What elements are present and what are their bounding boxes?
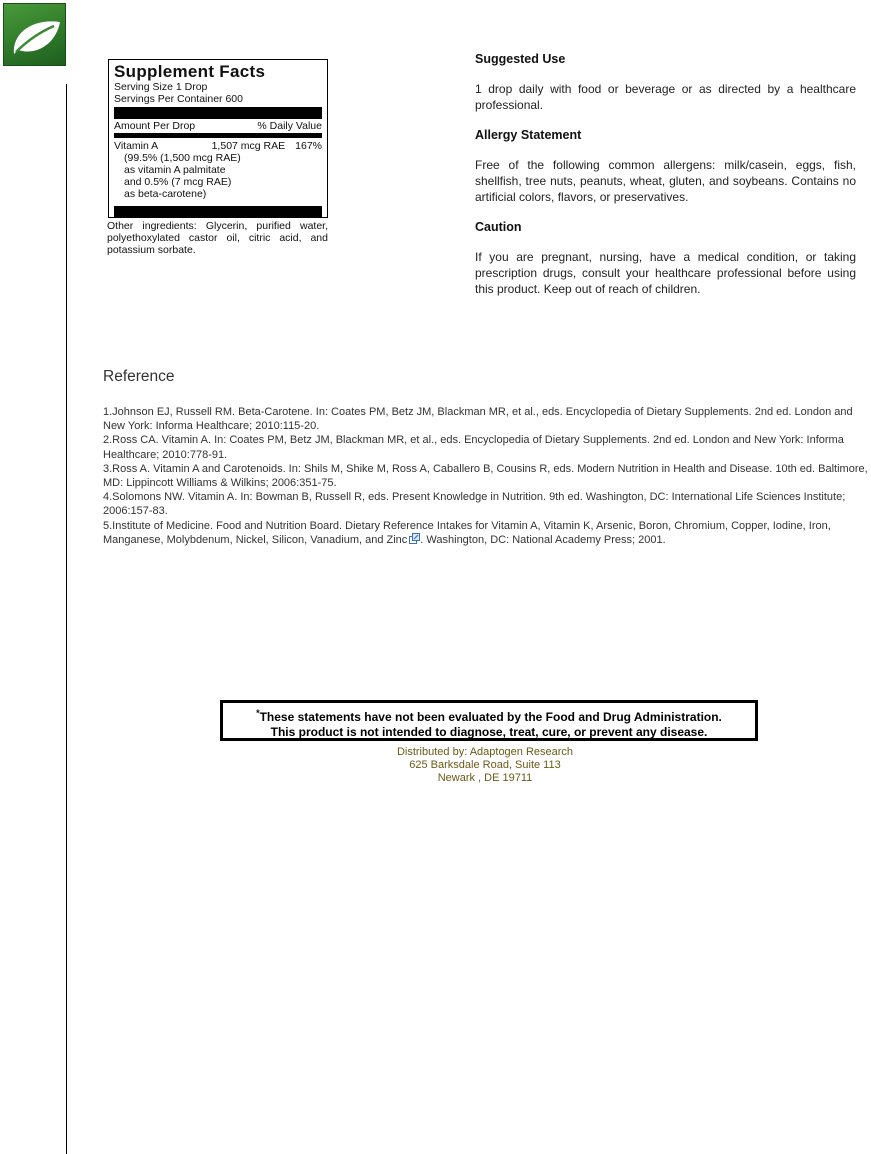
allergy-text: Free of the following common allergens: milk/casein, eggs, fish, shellfish, tree nuts, peanuts, wheat, gluten, and soybeans. Contains no artificial colors, flavors, or preservatives. xyxy=(475,158,856,204)
disclaimer-line-2: This product is not intended to diagnose, treat, cure, or prevent any disease. xyxy=(270,725,708,739)
caution-text: If you are pregnant, nursing, have a medical condition, or taking prescription drugs, consult your healthcare professional before using this product. Keep out of reach of children. xyxy=(475,250,856,296)
nutrient-dv: 167% xyxy=(295,140,322,152)
divider-bar xyxy=(114,206,322,218)
reference-item: 1.Johnson EJ, Russell RM. Beta-Carotene. In: Coates PM, Betz JM, Blackman MR, et al., eds. Encyclopedia of Dietary Supplements. 2nd ed. London and New York: Informa Healthcare; 2010:115-20. xyxy=(103,406,853,433)
caution-heading: Caution xyxy=(475,220,522,234)
reference-item xyxy=(103,519,869,547)
leaf-icon xyxy=(4,4,67,67)
reference-title: Reference xyxy=(103,368,175,385)
serving-size: Serving Size 1 Drop xyxy=(114,81,208,93)
reference-item-text: 5.Institute of Medicine. Food and Nutrition Board. Dietary Reference Intakes for Vitamin A, Vitamin K, Arsenic, Boron, Chromium, Copper, Iodine, Iron, Manganese, Molybdenum, Nickel, Silicon, Vanadium, and Zinc xyxy=(103,519,831,546)
reference-item: 4.Solomons NW. Vitamin A. In: Bowman B, Russell R, eds. Present Knowledge in Nutrition. 9th ed. Washington, DC: International Life Sciences Institute; 2006:157-83. xyxy=(103,491,846,518)
external-link-icon[interactable] xyxy=(409,533,420,544)
allergy-heading: Allergy Statement xyxy=(475,128,582,142)
divider-bar xyxy=(114,133,322,138)
suggested-use-section xyxy=(475,51,856,113)
reference-item: 3.Ross A. Vitamin A and Carotenoids. In: Shils M, Shike M, Ross A, Caballero B, Cousins R, eds. Modern Nutrition in Health and Disease. 10th ed. Baltimore, MD: Lippincott Williams & Wilkins; 2006:351-75. xyxy=(103,462,868,490)
distributor-address: 625 Barksdale Road, Suite 113 xyxy=(409,759,561,771)
reference-item: 2.Ross CA. Vitamin A. In: Coates PM, Betz JM, Blackman MR, et al., eds. Encyclopedia of Dietary Supplements. 2nd ed. London and New York: Informa Healthcare; 2010:778-91. xyxy=(103,434,844,461)
nutrient-sub-line: (99.5% (1,500 mcg RAE) xyxy=(124,152,241,164)
distributor-city: Newark , DE 19711 xyxy=(437,772,533,784)
nutrient-sub-line: as beta-carotene) xyxy=(124,188,207,200)
amount-header-row xyxy=(114,120,322,132)
caution-section xyxy=(475,219,856,297)
suggested-use-heading: Suggested Use xyxy=(475,52,566,66)
divider-bar xyxy=(114,107,322,119)
distributor-info xyxy=(360,746,610,785)
disclaimer-line-1: These statements have not been evaluated by the Food and Drug Administration. xyxy=(259,710,722,724)
reference-item-text: . Washington, DC: National Academy Press; 2001. xyxy=(420,533,666,546)
nutrient-name: Vitamin A xyxy=(114,140,159,152)
distributor-name: Distributed by: Adaptogen Research xyxy=(396,746,574,758)
nutrient-row xyxy=(114,140,322,152)
page-divider xyxy=(66,84,67,1154)
disclaimer-asterisk: * xyxy=(256,708,260,718)
allergy-section xyxy=(475,127,856,205)
daily-value-label: % Daily Value xyxy=(257,120,322,132)
servings-per-container: Servings Per Container 600 xyxy=(114,93,243,105)
supplement-facts-title: Supplement Facts xyxy=(114,62,266,81)
amount-per-label: Amount Per Drop xyxy=(114,120,196,132)
suggested-use-text: 1 drop daily with food or beverage or as directed by a healthcare professional. xyxy=(475,82,856,112)
nutrient-amount: 1,507 mcg RAE xyxy=(211,140,286,152)
nutrient-sub-line: and 0.5% (7 mcg RAE) xyxy=(124,176,232,188)
fda-disclaimer xyxy=(220,700,758,741)
other-ingredients: Other ingredients: Glycerin, purified water, polyethoxylated castor oil, citric acid, and potassium sorbate. xyxy=(107,220,328,256)
brand-logo[interactable] xyxy=(3,3,66,66)
nutrient-sub-line: as vitamin A palmitate xyxy=(124,164,226,176)
supplement-facts-panel xyxy=(108,59,328,218)
reference-list xyxy=(103,405,869,547)
